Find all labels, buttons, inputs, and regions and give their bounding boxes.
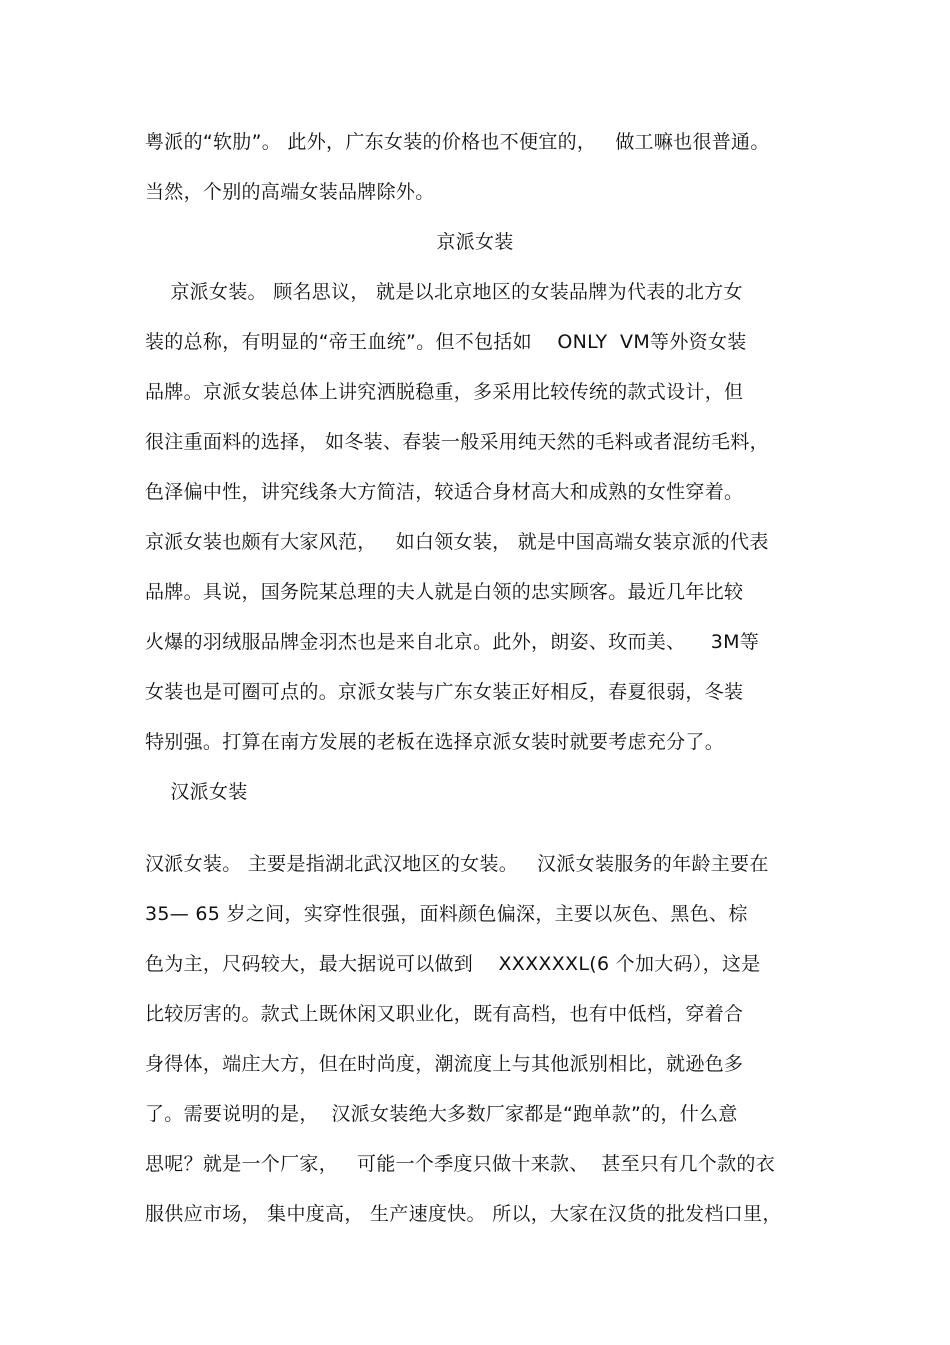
text-line: 服供应市场， 集中度高， 生产速度快。 所以，大家在汉货的批发档口里， bbox=[145, 1203, 782, 1225]
text-line: 了。需要说明的是， 汉派女装绝大多数厂家都是“跑单款”的，什么意 bbox=[145, 1103, 738, 1125]
text-line: 比较厉害的。款式上既休闲又职业化，既有高档，也有中低档，穿着合 bbox=[145, 1003, 744, 1025]
text-line: 火爆的羽绒服品牌金羽杰也是来自北京。此外，朗姿、玫而美、 3M等 bbox=[145, 631, 760, 653]
text-line: 思呢？就是一个厂家， 可能一个季度只做十来款、 甚至只有几个款的衣 bbox=[145, 1153, 775, 1175]
text-line: 色泽偏中性，讲究线条大方简洁，较适合身材高大和成熟的女性穿着。 bbox=[145, 481, 744, 503]
text-line: 身得体，端庄大方，但在时尚度，潮流度上与其他派别相比，就逊色多 bbox=[145, 1053, 744, 1075]
text-line: 京派女装也颇有大家风范， 如白领女装， 就是中国高端女装京派的代表 bbox=[145, 531, 769, 553]
text-line: 品牌。京派女装总体上讲究洒脱稳重，多采用比较传统的款式设计，但 bbox=[145, 381, 744, 403]
text-line: 很注重面料的选择， 如冬装、春装一般采用纯天然的毛料或者混纺毛料， bbox=[145, 431, 769, 453]
text-line: 女装也是可圈可点的。京派女装与广东女装正好相反，春夏很弱，冬装 bbox=[145, 681, 744, 703]
text-line: 装的总称，有明显的“帝王血统”。但不包括如 ONLY VM等外资女装 bbox=[145, 331, 747, 353]
section-heading-wuhan: 汉派女装 bbox=[145, 781, 248, 803]
text-line: 品牌。具说，国务院某总理的夫人就是白领的忠实顾客。最近几年比较 bbox=[145, 581, 744, 603]
text-line: 35— 65 岁之间，实穿性很强，面料颜色偏深，主要以灰色、黑色、棕 bbox=[145, 903, 748, 925]
text-line: 粤派的“软肋”。 此外，广东女装的价格也不便宜的， 做工嘛也很普通。 bbox=[145, 131, 770, 153]
text-line: 色为主，尺码较大，最大据说可以做到 XXXXXXL(6 个加大码），这是 bbox=[145, 953, 761, 975]
text-line: 京派女装。 顾名思议， 就是以北京地区的女装品牌为代表的北方女 bbox=[145, 281, 743, 303]
text-line: 汉派女装。 主要是指湖北武汉地区的女装。 汉派女装服务的年龄主要在 bbox=[145, 853, 769, 875]
section-heading-beijing: 京派女装 bbox=[436, 231, 514, 253]
text-line: 特别强。打算在南方发展的老板在选择京派女装时就要考虑充分了。 bbox=[145, 731, 725, 753]
text-line: 当然，个别的高端女装品牌除外。 bbox=[145, 181, 435, 203]
